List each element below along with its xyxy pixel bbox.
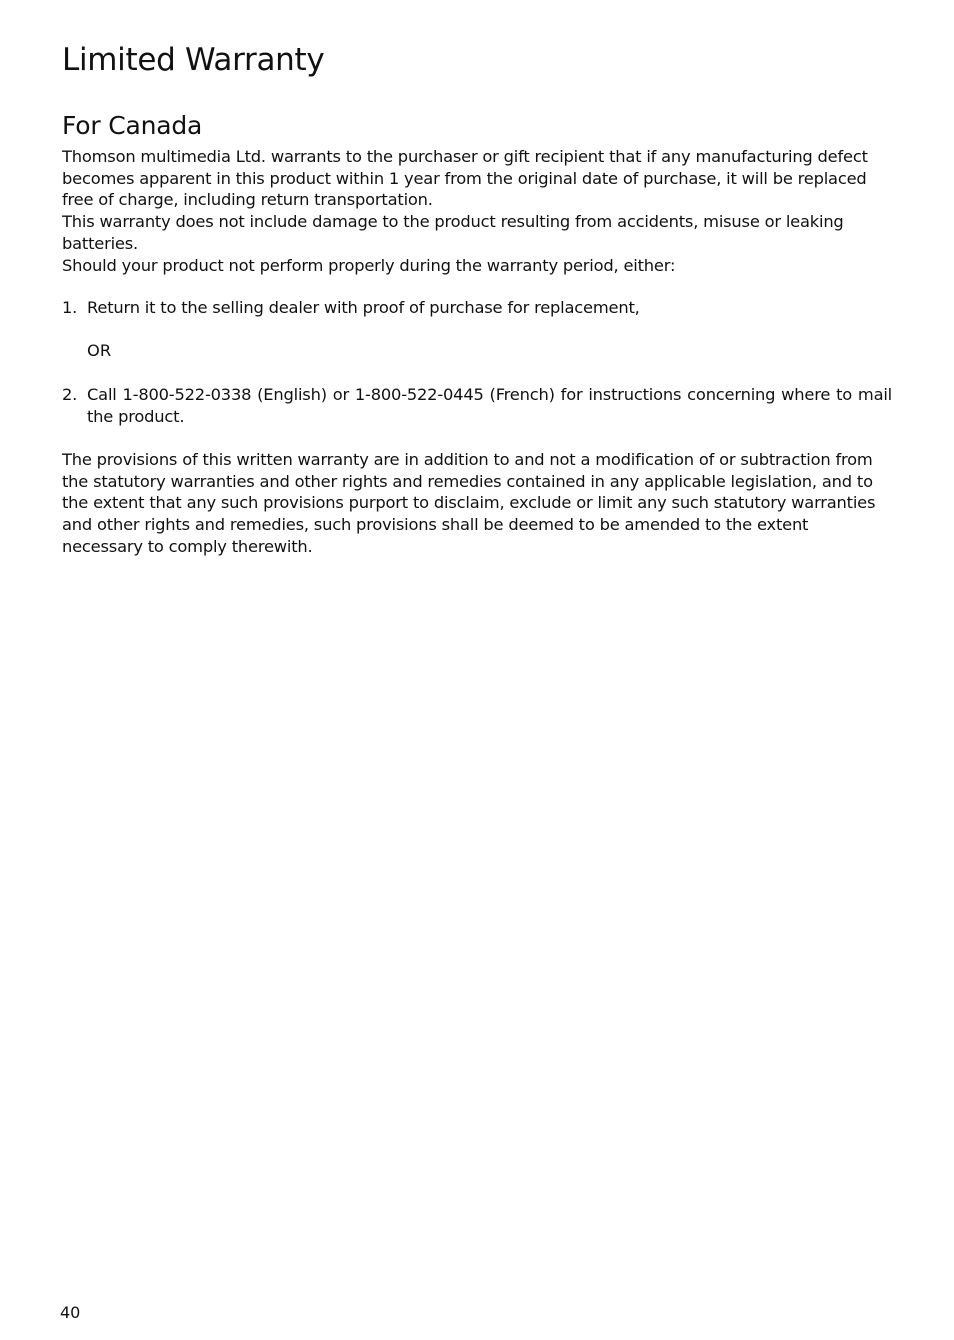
exclusions-paragraph: This warranty does not include damage to the product resulting from accidents, misuse or leaking batteries. (62, 212, 844, 253)
provisions-paragraph: The provisions of this written warranty are in addition to and not a modification of or subtraction from the statutory warranties and other rights and remedies contained in any applicable legislation, and to the extent that any such provisions purport to disclaim, exclude or limit any such statutory warranties and other rights and remedies, such provisions shall be deemed to be amended to the extent necessary to comply therewith. (62, 450, 876, 556)
instructions-lead-paragraph: Should your product not perform properly during the warranty period, either: (62, 255, 676, 275)
list-item-number: 1. (62, 298, 78, 317)
or-separator: OR (87, 341, 112, 360)
list-item (62, 384, 892, 427)
list-item-text: Call 1-800-522-0338 (English) or 1-800-522-0445 (French) for instructions concerning where to mail the product. (87, 385, 892, 426)
page-title: Limited Warranty (62, 42, 325, 78)
page-number: 40 (60, 1303, 81, 1322)
section-heading: For Canada (62, 111, 203, 140)
warranty-statement-paragraph: Thomson multimedia Ltd. warrants to the purchaser or gift recipient that if any manufacturing defect becomes apparent in this product within 1 year from the original date of purchase, it will be replaced free of charge, including return transportation. (62, 147, 868, 210)
intro-text (62, 146, 892, 276)
list-item-number: 2. (62, 385, 78, 404)
list-item-text: Return it to the selling dealer with proof of purchase for replacement, (87, 298, 640, 317)
list-item (62, 297, 892, 319)
